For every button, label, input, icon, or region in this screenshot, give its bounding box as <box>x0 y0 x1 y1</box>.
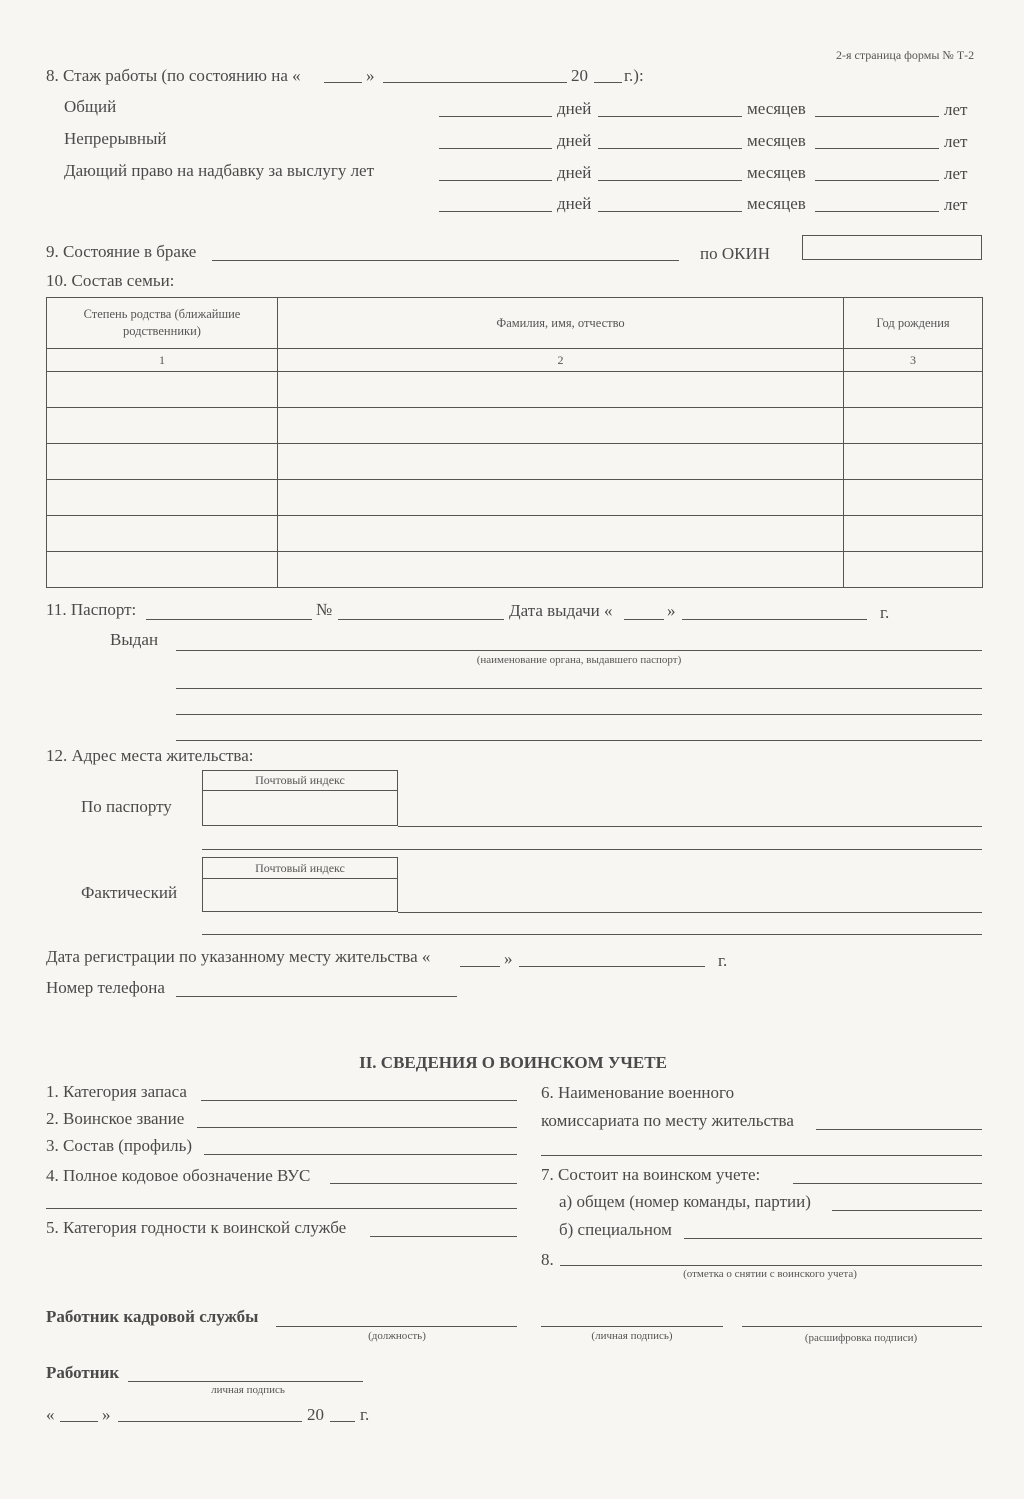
family-cell-relation[interactable] <box>47 480 278 516</box>
seniority-title: 8. Стаж работы (по состоянию на « <box>46 66 301 85</box>
seniority-year-field[interactable] <box>594 82 622 83</box>
phone-field[interactable] <box>176 996 457 997</box>
seniority-days-field[interactable] <box>439 211 552 212</box>
address-by-passport-field[interactable] <box>398 826 982 827</box>
military-registration-field[interactable] <box>793 1183 982 1184</box>
family-col-fullname: Фамилия, имя, отчество <box>278 298 844 349</box>
hr-position-field[interactable] <box>276 1326 517 1327</box>
address-title: 12. Адрес места жительства: <box>46 746 254 765</box>
family-table-row <box>47 480 983 516</box>
passport-issued-by-field[interactable] <box>176 650 982 651</box>
passport-issue-day-field[interactable] <box>624 619 664 620</box>
family-cell-relation[interactable] <box>47 516 278 552</box>
marital-status-field[interactable] <box>212 260 679 261</box>
months-label: месяцев <box>747 99 806 118</box>
address-by-passport-field[interactable] <box>202 849 982 850</box>
commissariat-label-line2: комиссариата по месту жительства <box>541 1111 794 1130</box>
family-title: 10. Состав семьи: <box>46 271 175 290</box>
family-col-number: 3 <box>844 349 983 372</box>
passport-issue-date-label: Дата выдачи « <box>509 601 613 620</box>
seniority-months-field[interactable] <box>598 116 742 117</box>
general-registration-field[interactable] <box>832 1210 982 1211</box>
sign-year-suffix: г. <box>360 1405 370 1424</box>
seniority-row-label: Общий <box>64 97 117 116</box>
registration-month-year-field[interactable] <box>519 966 705 967</box>
registration-quote-close: » <box>504 949 513 968</box>
family-cell-fullname[interactable] <box>278 552 844 588</box>
profile-field[interactable] <box>204 1154 517 1155</box>
family-table <box>46 297 983 588</box>
vus-code-label: 4. Полное кодовое обозначение ВУС <box>46 1166 311 1185</box>
profile-label: 3. Состав (профиль) <box>46 1136 193 1155</box>
family-table-row <box>47 372 983 408</box>
family-cell-birth-year[interactable] <box>844 516 983 552</box>
passport-issued-by-label: Выдан <box>110 630 159 649</box>
family-cell-relation[interactable] <box>47 372 278 408</box>
sign-year-field[interactable] <box>330 1421 355 1422</box>
reserve-category-label: 1. Категория запаса <box>46 1082 187 1101</box>
family-table-row <box>47 552 983 588</box>
seniority-years-field[interactable] <box>815 116 939 117</box>
passport-quote-close: » <box>667 601 676 620</box>
registration-day-field[interactable] <box>460 966 500 967</box>
family-cell-fullname[interactable] <box>278 516 844 552</box>
signature-hint: (личная подпись) <box>591 1330 673 1342</box>
years-label: лет <box>944 195 968 214</box>
days-label: дней <box>557 99 592 118</box>
seniority-year-suffix: г.): <box>624 66 644 85</box>
family-cell-fullname[interactable] <box>278 408 844 444</box>
family-cell-relation[interactable] <box>47 444 278 480</box>
address-actual-field[interactable] <box>398 912 982 913</box>
sign-year-prefix: 20 <box>307 1405 324 1424</box>
years-label: лет <box>944 132 968 151</box>
sign-date-quote-open: « <box>46 1405 55 1424</box>
months-label: месяцев <box>747 163 806 182</box>
seniority-quote-close: » <box>366 66 375 85</box>
seniority-days-field[interactable] <box>439 148 552 149</box>
worker-label: Работник <box>46 1363 120 1382</box>
family-table-row <box>47 516 983 552</box>
days-label: дней <box>557 194 592 213</box>
family-col-relation: Степень родства (ближайшие родственники) <box>47 298 278 349</box>
special-registration-field[interactable] <box>684 1238 982 1239</box>
general-registration-label: а) общем (номер команды, партии) <box>559 1192 811 1211</box>
seniority-days-field[interactable] <box>439 180 552 181</box>
seniority-row-label: Непрерывный <box>64 129 167 148</box>
family-cell-birth-year[interactable] <box>844 408 983 444</box>
okin-label: по ОКИН <box>700 244 771 263</box>
phone-label: Номер телефона <box>46 978 165 997</box>
seniority-month-field[interactable] <box>383 82 567 83</box>
sign-month-field[interactable] <box>118 1421 302 1422</box>
passport-issue-month-year-field[interactable] <box>682 619 867 620</box>
family-cell-birth-year[interactable] <box>844 552 983 588</box>
family-col-number: 2 <box>278 349 844 372</box>
months-label: месяцев <box>747 194 806 213</box>
passport-label: 11. Паспорт: <box>46 600 137 619</box>
family-cell-fullname[interactable] <box>278 372 844 408</box>
position-hint: (должность) <box>368 1330 426 1342</box>
sign-date-quote-close: » <box>102 1405 111 1424</box>
postal-index-label: Почтовый индекс <box>255 861 345 875</box>
family-table-row <box>47 444 983 480</box>
seniority-row-label: Дающий право на надбавку за выслугу лет <box>64 161 375 180</box>
seniority-year-prefix: 20 <box>571 66 588 85</box>
commissariat-label-line1: 6. Наименование военного <box>541 1083 735 1102</box>
family-cell-birth-year[interactable] <box>844 480 983 516</box>
registration-date-label: Дата регистрации по указанному месту жительства « <box>46 947 431 966</box>
military-section-title: II. СВЕДЕНИЯ О ВОИНСКОМ УЧЕТЕ <box>359 1053 667 1072</box>
family-cell-fullname[interactable] <box>278 444 844 480</box>
passport-year-label: г. <box>880 603 890 622</box>
worker-signature-hint: личная подпись <box>211 1384 285 1396</box>
family-table-row <box>47 408 983 444</box>
family-cell-birth-year[interactable] <box>844 444 983 480</box>
family-cell-relation[interactable] <box>47 408 278 444</box>
marital-status-label: 9. Состояние в браке <box>46 242 197 261</box>
rank-label: 2. Воинское звание <box>46 1109 185 1128</box>
fitness-category-field[interactable] <box>370 1236 517 1237</box>
commissariat-field[interactable] <box>541 1155 982 1156</box>
seniority-months-field[interactable] <box>598 211 742 212</box>
days-label: дней <box>557 131 592 150</box>
reserve-category-field[interactable] <box>201 1100 517 1101</box>
sign-day-field[interactable] <box>60 1421 98 1422</box>
hr-signature-decoding-field[interactable] <box>742 1326 982 1327</box>
registration-year-label: г. <box>718 951 728 970</box>
family-cell-fullname[interactable] <box>278 480 844 516</box>
passport-issued-by-field[interactable] <box>176 714 982 715</box>
family-col-number: 1 <box>47 349 278 372</box>
seniority-years-field[interactable] <box>815 211 939 212</box>
seniority-months-field[interactable] <box>598 148 742 149</box>
passport-issued-by-hint: (наименование органа, выдавшего паспорт) <box>476 654 682 666</box>
vus-code-field[interactable] <box>46 1208 517 1209</box>
passport-number-sign: № <box>316 600 333 619</box>
seniority-years-field[interactable] <box>815 180 939 181</box>
passport-issued-by-field[interactable] <box>176 740 982 741</box>
worker-signature-field[interactable] <box>128 1381 363 1382</box>
seniority-days-field[interactable] <box>439 116 552 117</box>
decoding-hint: (расшифровка подписи) <box>804 1332 918 1344</box>
deregistration-hint: (отметка о снятии с воинского учета) <box>683 1268 857 1280</box>
family-cell-relation[interactable] <box>47 552 278 588</box>
okin-code-box[interactable] <box>802 235 982 260</box>
hr-worker-label: Работник кадровой службы <box>46 1307 259 1326</box>
vus-code-field[interactable] <box>330 1183 517 1184</box>
postal-index-label: Почтовый индекс <box>255 773 345 787</box>
passport-series-field[interactable] <box>146 619 312 620</box>
special-registration-label: б) специальном <box>559 1220 672 1239</box>
address-actual-field[interactable] <box>202 934 982 935</box>
deregistration-number: 8. <box>541 1250 554 1269</box>
passport-number-field[interactable] <box>338 619 504 620</box>
years-label: лет <box>944 100 968 119</box>
years-label: лет <box>944 164 968 183</box>
seniority-months-field[interactable] <box>598 180 742 181</box>
hr-signature-field[interactable] <box>541 1326 723 1327</box>
deregistration-field[interactable] <box>560 1265 982 1266</box>
fitness-category-label: 5. Категория годности к воинской службе <box>46 1218 347 1237</box>
commissariat-field[interactable] <box>816 1129 982 1130</box>
seniority-day-field[interactable] <box>324 82 362 83</box>
seniority-years-field[interactable] <box>815 148 939 149</box>
military-registration-label: 7. Состоит на воинском учете: <box>541 1165 761 1184</box>
family-col-birth-year: Год рождения <box>844 298 983 349</box>
address-actual-label: Фактический <box>81 883 178 902</box>
days-label: дней <box>557 163 592 182</box>
address-by-passport-label: По паспорту <box>81 797 172 816</box>
rank-field[interactable] <box>197 1127 517 1128</box>
months-label: месяцев <box>747 131 806 150</box>
passport-issued-by-field[interactable] <box>176 688 982 689</box>
form-page-header: 2-я страница формы № Т-2 <box>836 48 975 62</box>
family-cell-birth-year[interactable] <box>844 372 983 408</box>
